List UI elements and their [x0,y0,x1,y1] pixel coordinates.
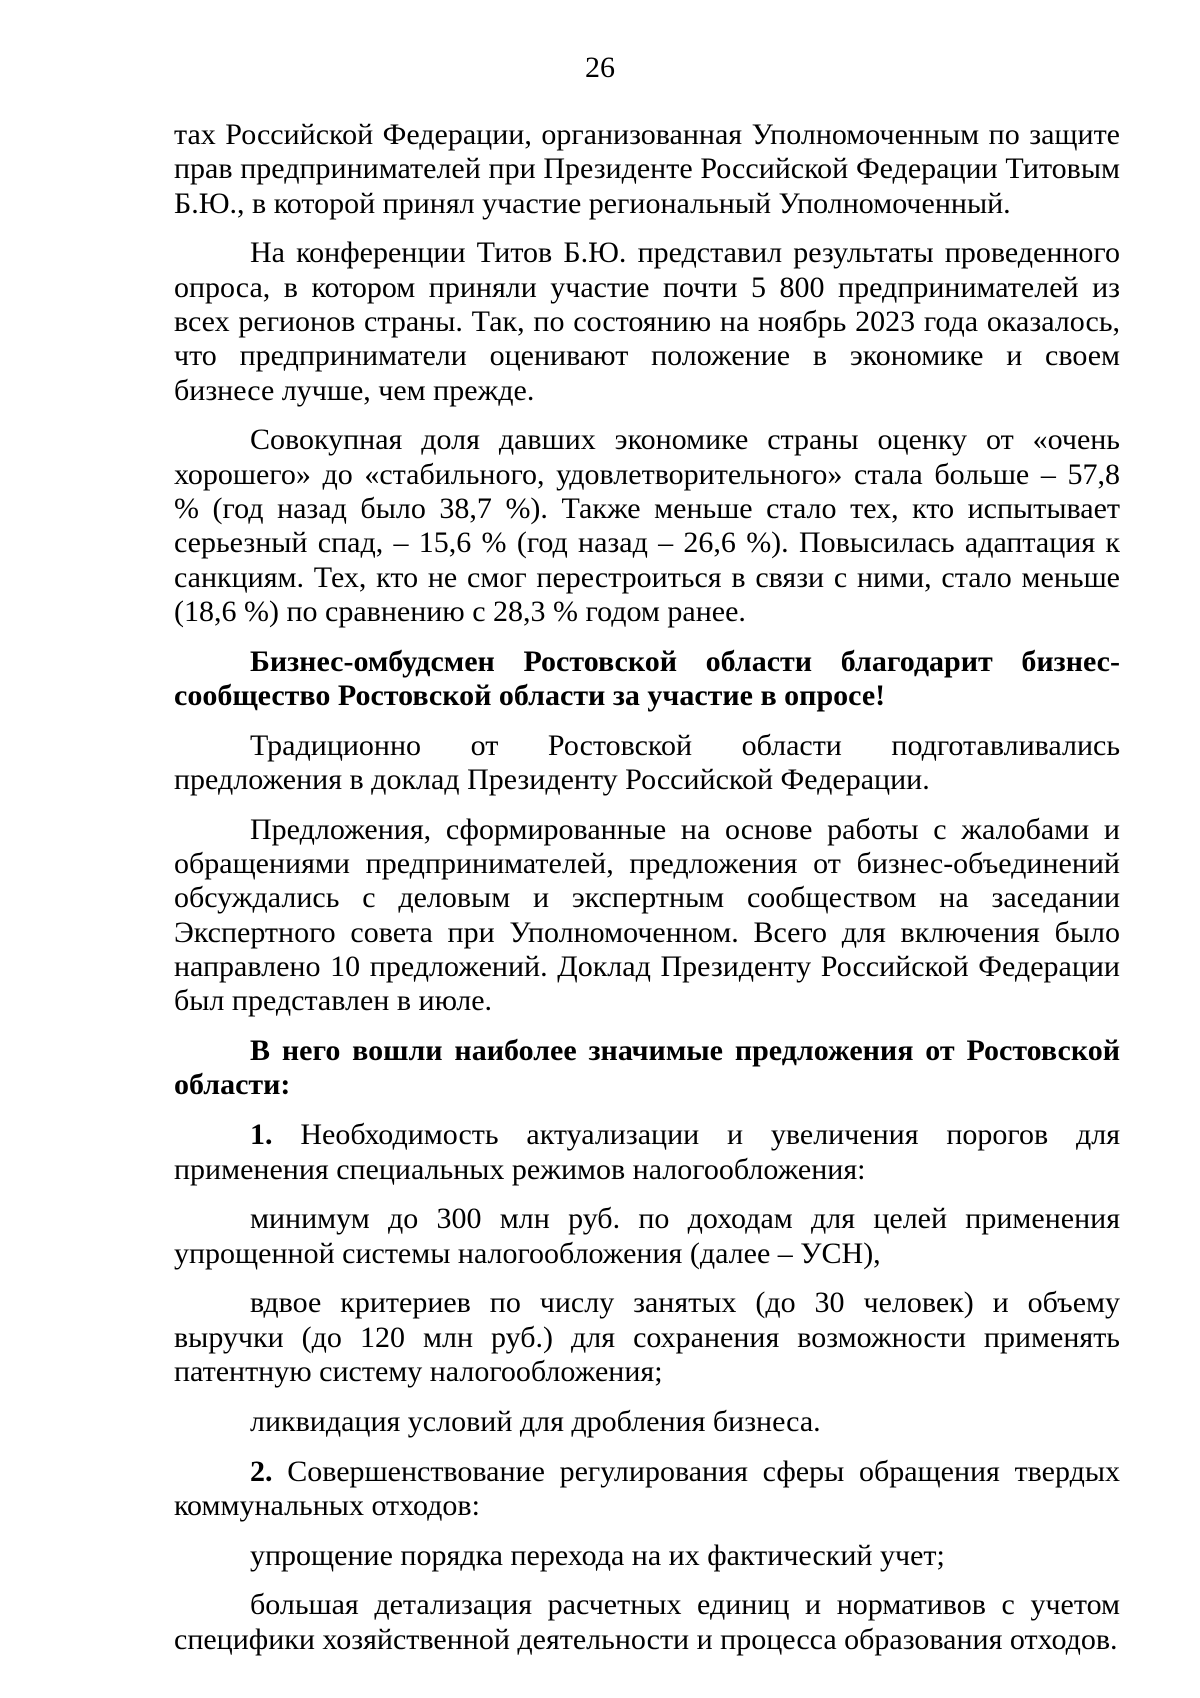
item-text: Совершенствование регулирования сферы обращения твердых коммунальных отходов: [174,1454,1121,1522]
item-number: 2. [250,1454,273,1488]
numbered-item [174,1118,1120,1187]
item-text: Необходимость актуализации и увеличения порогов для применения специальных режимов налогообложения: [174,1118,1121,1186]
paragraph: Предложения, сформированные на основе работы с жалобами и обращениями предпринимателей, предложения от бизнес-объединений обсуждались с деловым и экспертным сообществом на заседании Экспертного совета при Уполномоченном. Всего для включения было направлено 10 предложений. Доклад Президенту Российской Федерации был представлен в июле. [174,812,1120,1018]
paragraph: Традиционно от Ростовской области подготавливались предложения в доклад Президенту Российской Федерации. [174,728,1120,797]
paragraph: тах Российской Федерации, организованная Уполномоченным по защите прав предпринимателей при Президенте Российской Федерации Титовым Б.Ю., в которой принял участие региональный Уполномоченный. [174,118,1120,220]
bold-heading: В него вошли наиболее значимые предложения от Ростовской области: [174,1034,1120,1102]
numbered-item [174,1455,1120,1524]
paragraph: На конференции Титов Б.Ю. представил результаты проведенного опроса, в котором приняли участие почти 5 800 предпринимателей из всех регионов страны. Так, по состоянию на ноябрь 2023 года оказалось, что предприниматели оценивают положение в экономике и своем бизнесе лучше, чем прежде. [174,236,1120,407]
bold-heading-line: сообщество Ростовской области за участие в опросе! [174,678,886,712]
page-number: 26 [585,51,615,84]
bold-heading-line: Бизнес-омбудсмен Ростовской области благодарит бизнес- [250,644,1120,678]
paragraph: минимум до 300 млн руб. по доходам для целей применения упрощенной системы налогообложения (далее – УСН), [174,1202,1120,1270]
paragraph: Совокупная доля давших экономике страны оценку от «очень хорошего» до «стабильного, удовлетворительного» стала больше – 57,8 % (год назад было 38,7 %). Также меньше стало тех, кто испытывает серьезный спад, – 15,6 % (год назад – 26,6 %). Повысилась адаптация к санкциям. Тех, кто не смог перестроиться в связи с ними, стало меньше (18,6 %) по сравнению с 28,3 % годом ранее. [174,423,1120,628]
paragraph: ликвидация условий для дробления бизнеса. [250,1404,821,1438]
item-number: 1. [250,1118,273,1152]
paragraph: вдвое критериев по числу занятых (до 30 человек) и объему выручки (до 120 млн руб.) для сохранения возможности применять патентную систему налогообложения; [174,1286,1120,1388]
paragraph: упрощение порядка перехода на их фактический учет; [250,1538,945,1572]
paragraph: большая детализация расчетных единиц и нормативов с учетом специфики хозяйственной деятельности и процесса образования отходов. [174,1588,1120,1656]
body-text [174,118,1120,1673]
